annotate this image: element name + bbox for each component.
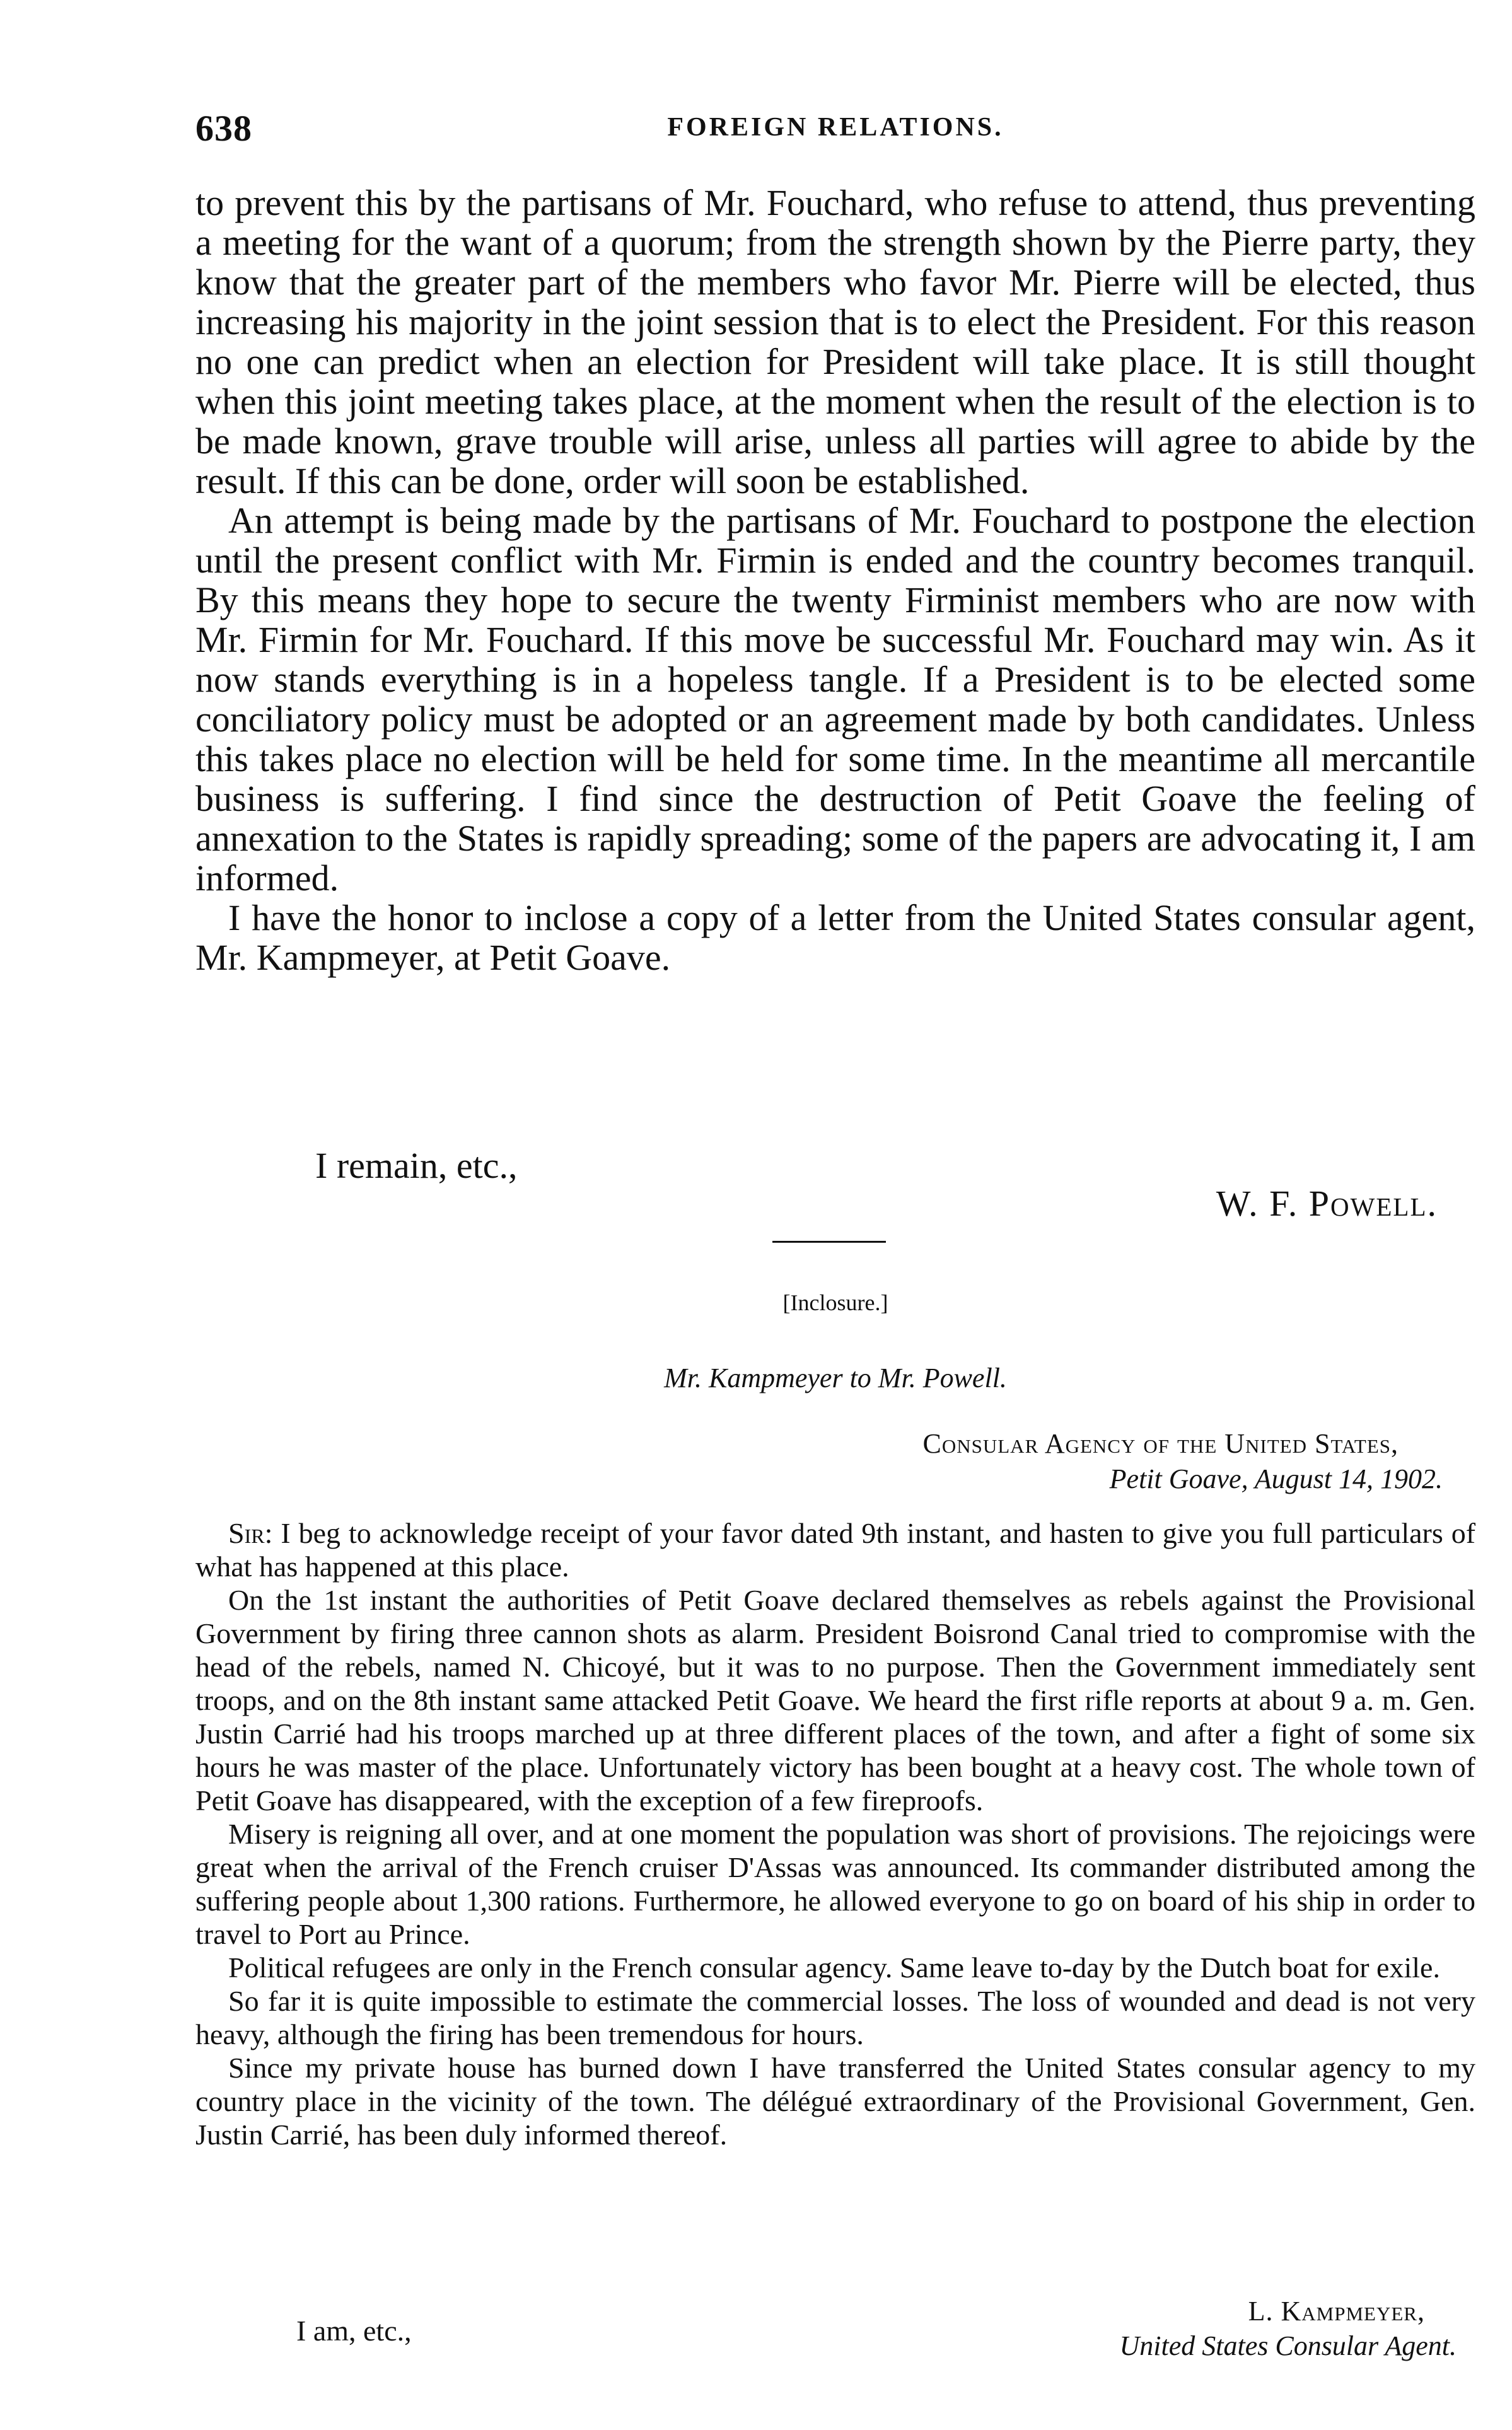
letter-paragraph: to prevent this by the partisans of Mr. Fouchard, who refuse to attend, thus preventing a meeting for the want of a quorum; from the strength shown by the Pierre party, they know that the greater part of the members who favor Mr. Pierre will be elected, thus increasing his majority in the joint session that is to elect the President. For this reason no one can predict when an election for President will take place. It is still thought when this joint meeting takes place, at the moment when the result of the election is to be made known, grave trouble will arise, unless all parties will agree to abide by the result. If this can be done, order will soon be established. — [195, 182, 1475, 501]
page-number: 638 — [195, 108, 252, 149]
letter-signature: W. F. Powell. — [1216, 1183, 1438, 1224]
salutation: Sir: — [228, 1517, 273, 1549]
letter-paragraph: An attempt is being made by the partisans of Mr. Fouchard to postpone the election until the present conflict with Mr. Firmin is ended and the country becomes tranquil. By this means they hope to secure the twenty Firminist members who are now with Mr. Firmin for Mr. Fouchard. If this move be successful Mr. Fouchard may win. As it now stands everything is in a hopeless tangle. If a President is to be elected some conciliatory policy must be adopted or an agreement made by both candidates. Unless this takes place no election will be held for some time. In the meantime all mercantile business is suffering. I find since the destruction of Petit Goave the feeling of annexation to the States is rapidly spreading; some of the papers are advocating it, I am informed. — [195, 500, 1475, 898]
inclosure-dateline — [923, 1426, 1456, 1497]
letter-paragraph: I have the honor to inclose a copy of a letter from the United States consular agent, Mr. Kampmeyer, at Petit Goave. — [195, 897, 1475, 978]
inclosure-paragraph-text: I beg to acknowledge receipt of your favor dated 9th instant, and hasten to give you full particulars of what has happened at this place. — [195, 1517, 1476, 1583]
inclosure-signer-title: United States Consular Agent. — [1119, 2330, 1457, 2361]
section-divider — [772, 1241, 886, 1243]
letter-closing-block — [195, 1144, 1475, 1226]
letter-body — [195, 183, 1475, 977]
letter-closing: I remain, etc., — [315, 1145, 518, 1186]
place-and-date: Petit Goave, August 14, 1902. — [1109, 1463, 1443, 1494]
inclosure-closing-block — [195, 2295, 1475, 2402]
running-title: FOREIGN RELATIONS. — [667, 113, 1004, 142]
inclosure-paragraph: So far it is quite impossible to estimate the commercial losses. The loss of wounded and dead is not very heavy, although the firing has been tremendous for hours. — [195, 1985, 1475, 2050]
inclosure-paragraph: Since my private house has burned down I have transferred the United States consular agency to my country place in the vicinity of the town. The délégué extraordinary of the Provisional Government, Gen. Justin Carrié, has been duly informed thereof. — [195, 2052, 1475, 2151]
inclosure-title: Mr. Kampmeyer to Mr. Powell. — [664, 1363, 1007, 1393]
inclosure-signer-name: L. Kampmeyer, — [1248, 2296, 1425, 2327]
running-head — [195, 107, 1475, 164]
inclosure-paragraph: On the 1st instant the authorities of Petit Goave declared themselves as rebels against the Provisional Government by firing three cannon shots as alarm. President Boisrond Canal tried to compromise with the head of the rebels, named N. Chicoyé, but it was to no purpose. Then the Government immediately sent troops, and on the 8th instant same attacked Petit Goave. We heard the first rifle reports at about 9 a. m. Gen. Justin Carrié had his troops marched up at three different places of the town, and after a fight of some six hours he was master of the place. Unfortunately victory has been bought at a heavy cost. The whole town of Petit Goave has disappeared, with the exception of a few fireproofs. — [195, 1584, 1475, 1817]
inclosure-label: [Inclosure.] — [782, 1290, 888, 1315]
inclosure-paragraph: Political refugees are only in the French consular agency. Same leave to-day by the Dutch boat for exile. — [228, 1951, 1440, 1984]
inclosure-closing: I am, etc., — [296, 2315, 412, 2347]
inclosure-body — [195, 1516, 1475, 2151]
consular-agency-heading: Consular Agency of the United States, — [922, 1428, 1399, 1459]
inclosure-paragraph: Misery is reigning all over, and at one moment the population was short of provisions. The rejoicings were great when the arrival of the French cruiser D'Assas was announced. Its commander distributed among the suffering people about 1,300 rations. Furthermore, he allowed everyone to go on board of his ship in order to travel to Port au Prince. — [195, 1818, 1475, 1950]
inclosure-paragraph — [195, 1516, 1475, 1583]
